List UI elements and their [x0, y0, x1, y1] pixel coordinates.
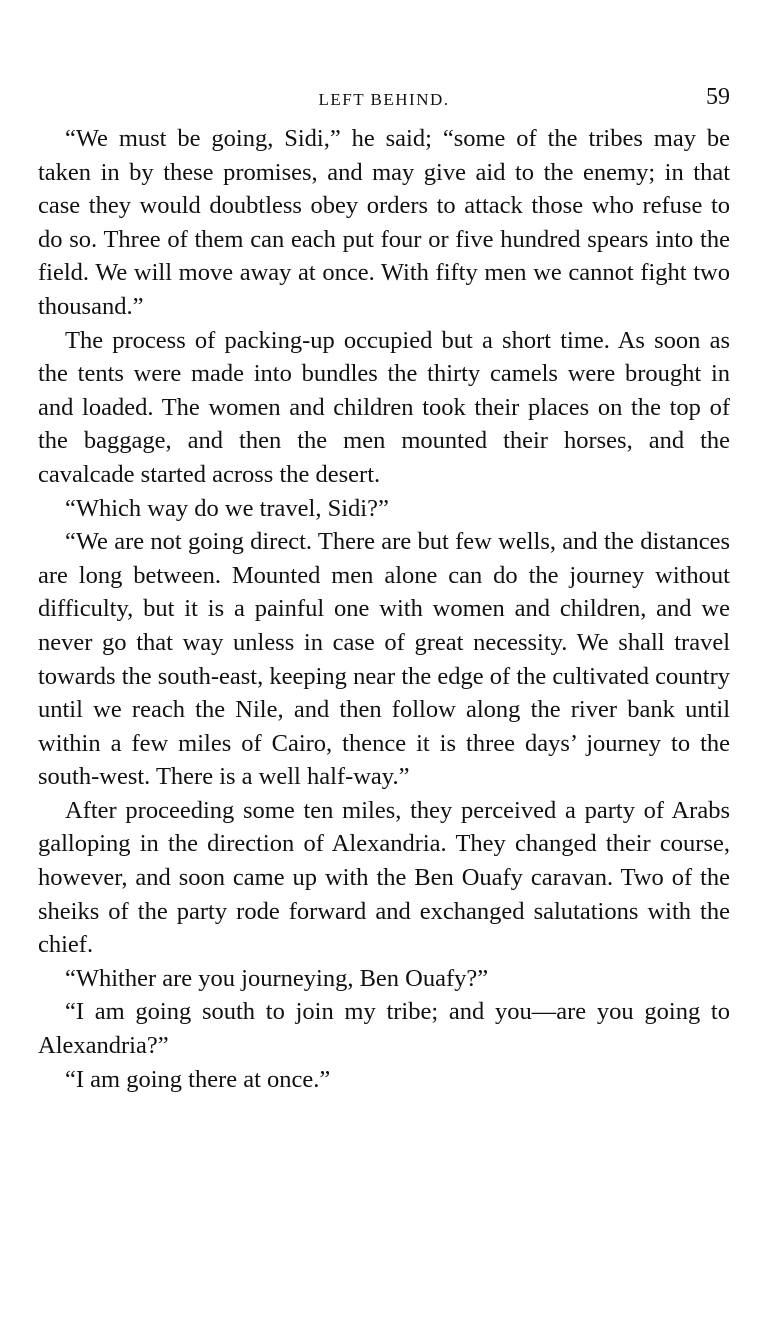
paragraph: “Whither are you journeying, Ben Ouafy?” — [65, 964, 489, 992]
body-text — [38, 122, 730, 1096]
paragraph: “I am going south to join my tribe; and you—are you going to Alexandria?” — [38, 998, 730, 1060]
page-number: 59 — [706, 84, 730, 110]
paragraph: “I am going there at once.” — [65, 1065, 331, 1093]
paragraph: “Which way do we travel, Sidi?” — [65, 494, 389, 522]
paragraph: “We are not going direct. There are but few wells, and the distances are long between. Mounted men alone can do the journey without difficulty, but it is a painful one with women and children, and we never go that way unless in case of great necessity. We shall travel towards the south-east, keeping near the edge of the cultivated country until we reach the Nile, and then follow along the river bank until within a few miles of Cairo, thence it is three days’ journey to the south-west. There is a well half-way.” — [38, 528, 730, 791]
paragraph: “We must be going, Sidi,” he said; “some of the tribes may be taken in by these promises, and may give aid to the enemy; in that case they would doubtless obey orders to attack those who refuse to do so. Three of them can each put four or five hundred spears into the field. We will move away at once. With fifty men we cannot fight two thousand.” — [38, 125, 730, 320]
running-title: LEFT BEHIND. — [318, 90, 450, 109]
paragraph: The process of packing-up occupied but a short time. As soon as the tents were made into bundles the thirty camels were brought in and loaded. The women and children took their places on the top of the baggage, and then the men mounted their horses, and the cavalcade started across the desert. — [38, 326, 730, 488]
paragraph: After proceeding some ten miles, they perceived a party of Arabs galloping in the direction of Alexandria. They changed their course, however, and soon came up with the Ben Ouafy caravan. Two of the sheiks of the party rode forward and exchanged salutations with the chief. — [38, 796, 730, 959]
book-page — [38, 84, 730, 1096]
running-head — [38, 84, 730, 114]
